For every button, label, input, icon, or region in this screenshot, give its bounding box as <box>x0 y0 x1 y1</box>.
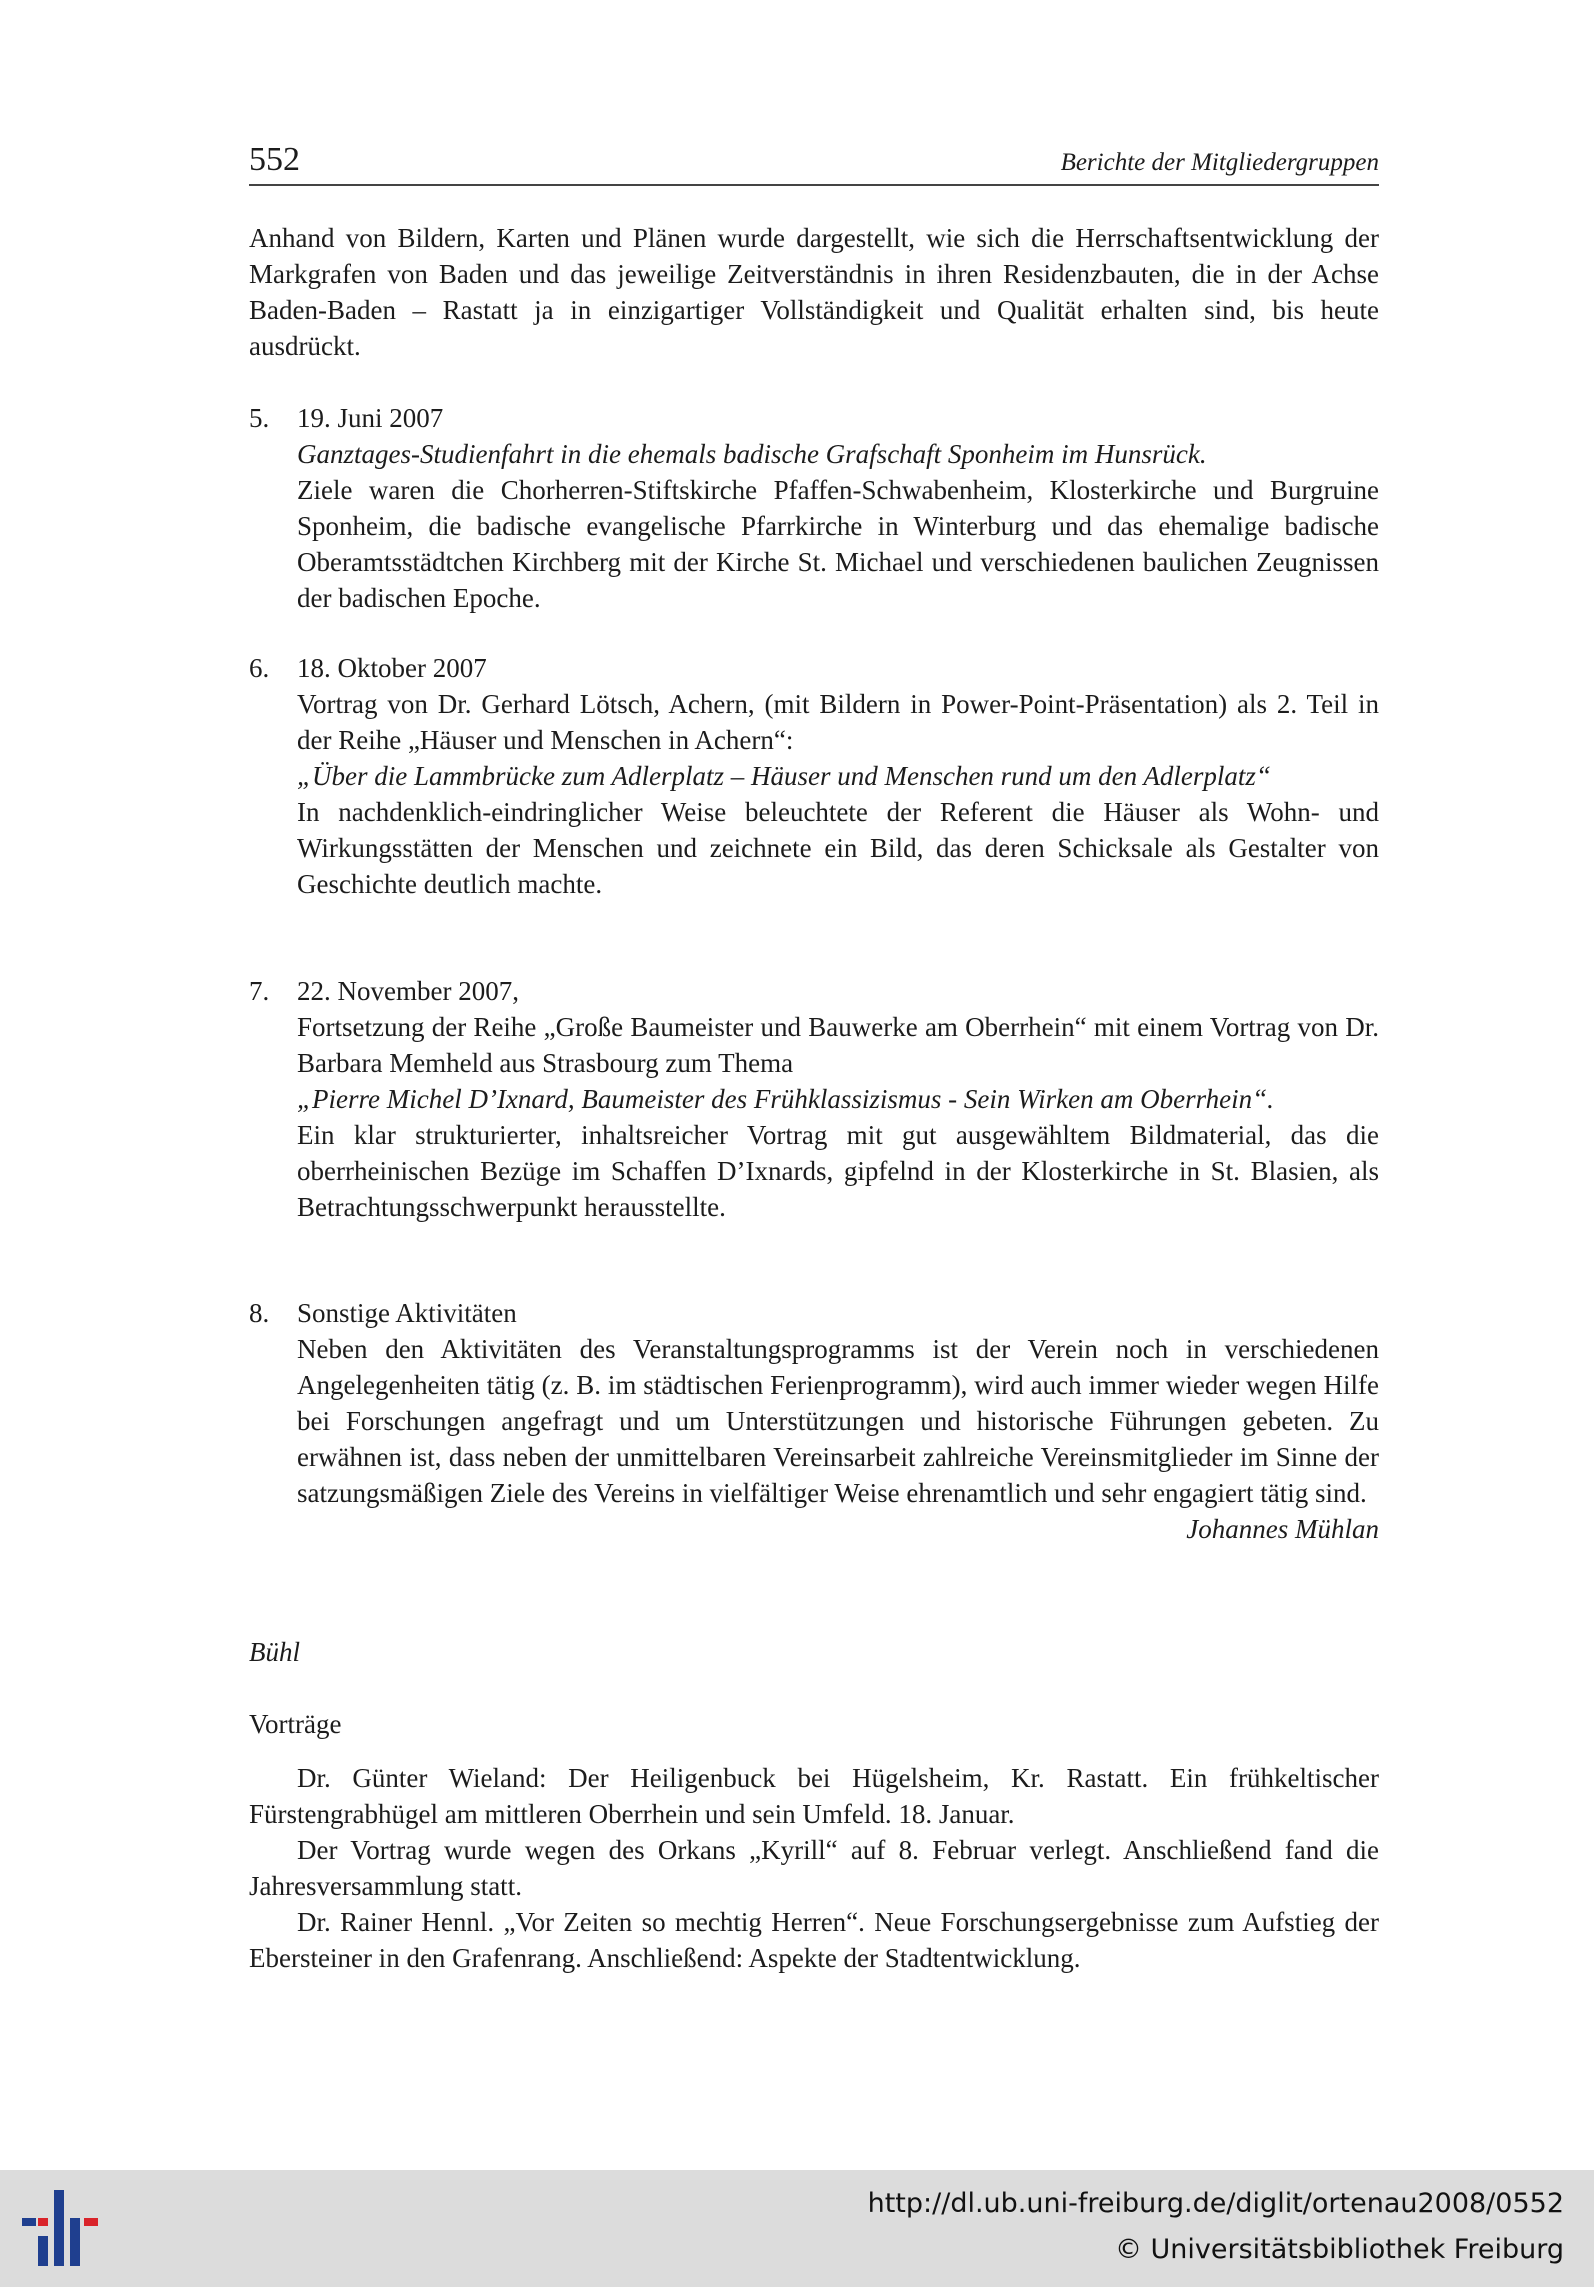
item-text: Ziele waren die Chorherren-Stiftskirche Pfaffen-Schwabenheim, Klosterkirche und Burgruine Sponheim, die badische evangelische Pfarrkirche in Winterburg und das ehemalige badische Oberamtsstädtchen Kirchberg mit der Kirche St. Michael und verschiedenen baulichen Zeugnissen der badischen Epoche. <box>297 475 1379 613</box>
item-title: Ganztages-Studienfahrt in die ehemals badische Grafschaft Sponheim im Hunsrück. <box>297 439 1207 469</box>
source-url-link[interactable]: http://dl.ub.uni-freiburg.de/diglit/ortenau2008/0552 <box>867 2188 1564 2219</box>
running-head: Berichte der Mitgliedergruppen <box>1060 149 1379 176</box>
section-subheading: Vorträge <box>249 1709 342 1739</box>
paragraph: Dr. Günter Wieland: Der Heiligenbuck bei Hügelsheim, Kr. Rastatt. Ein frühkeltischer Fürstengrabhügel am mittleren Oberrhein und sein Umfeld. 18. Januar. <box>249 1763 1379 1829</box>
item-number: 8. <box>249 1298 270 1328</box>
page-header <box>249 140 1379 186</box>
intro-paragraph: Anhand von Bildern, Karten und Plänen wurde dargestellt, wie sich die Herrschaftsentwicklung der Markgrafen von Baden und das jeweilige Zeitverständnis in ihren Residenzbauten, die in der Achse Baden-Baden – Rastatt ja in einzigartiger Vollständigkeit und Qualität erhalten sind, bis heute ausdrückt. <box>249 223 1379 361</box>
copyright-notice: © Universitätsbibliothek Freiburg <box>1114 2234 1564 2265</box>
paragraph: Dr. Rainer Hennl. „Vor Zeiten so mechtig Herren“. Neue Forschungsergebnisse zum Aufstieg der Ebersteiner in den Grafenrang. Anschließend: Aspekte der Stadtentwicklung. <box>249 1907 1379 1973</box>
item-heading: Sonstige Aktivitäten <box>297 1298 517 1328</box>
item-intro: Fortsetzung der Reihe „Große Baumeister und Bauwerke am Oberrhein“ mit einem Vortrag von Dr. Barbara Memheld aus Strasbourg zum Thema <box>297 1012 1379 1078</box>
footer-bar <box>0 2170 1594 2287</box>
item-text: Ein klar strukturierter, inhaltsreicher Vortrag mit gut ausgewähltem Bildmaterial, das die oberrheinischen Bezüge im Schaffen D’Ixnards, gipfelnd in der Klosterkirche in St. Blasien, als Betrachtungsschwerpunkt herausstellte. <box>297 1120 1379 1222</box>
item-number: 7. <box>249 976 270 1006</box>
item-date: 19. Juni 2007 <box>297 403 444 433</box>
section-heading: Bühl <box>249 1637 300 1667</box>
item-number: 5. <box>249 403 270 433</box>
item-intro: Vortrag von Dr. Gerhard Lötsch, Achern, (mit Bildern in Power-Point-Präsentation) als 2. Teil in der Reihe „Häuser und Menschen in Achern“: <box>297 689 1379 755</box>
section-body <box>249 1760 1379 1976</box>
author-signature: Johannes Mühlan <box>1186 1514 1379 1544</box>
paragraph: Der Vortrag wurde wegen des Orkans „Kyrill“ auf 8. Februar verlegt. Anschließend fand die Jahresversammlung statt. <box>249 1835 1379 1901</box>
item-title: „Über die Lammbrücke zum Adlerplatz – Häuser und Menschen rund um den Adlerplatz“ <box>297 761 1271 791</box>
list-item-7 <box>249 973 1379 1225</box>
page-number: 552 <box>249 141 300 178</box>
item-text: Neben den Aktivitäten des Veranstaltungsprogramms ist der Verein noch in verschiedenen Angelegenheiten tätig (z. B. im städtischen Ferienprogramm), wird auch immer wieder wegen Hilfe bei Forschungen angefragt und um Unterstützungen und historische Führungen gebeten. Zu erwähnen ist, dass neben der unmittelbaren Vereinsarbeit zahlreiche Vereinsmitglieder im Sinne der satzungsmäßigen Ziele des Vereins in vielfältiger Weise ehrenamtlich und sehr engagiert tätig sind. <box>297 1334 1379 1508</box>
list-item-8 <box>249 1295 1379 1547</box>
list-item-5 <box>249 400 1379 616</box>
item-date: 22. November 2007, <box>297 976 519 1006</box>
item-number: 6. <box>249 653 270 683</box>
item-title: „Pierre Michel D’Ixnard, Baumeister des Frühklassizismus - Sein Wirken am Oberrhein“. <box>297 1084 1274 1114</box>
item-text: In nachdenklich-eindringlicher Weise beleuchtete der Referent die Häuser als Wohn- und Wirkungsstätten der Menschen und zeichnete ein Bild, das deren Schicksale als Gestalter von Geschichte deutlich machte. <box>297 797 1379 899</box>
ub-freiburg-logo-icon <box>20 2188 100 2268</box>
list-item-6 <box>249 650 1379 902</box>
item-date: 18. Oktober 2007 <box>297 653 487 683</box>
